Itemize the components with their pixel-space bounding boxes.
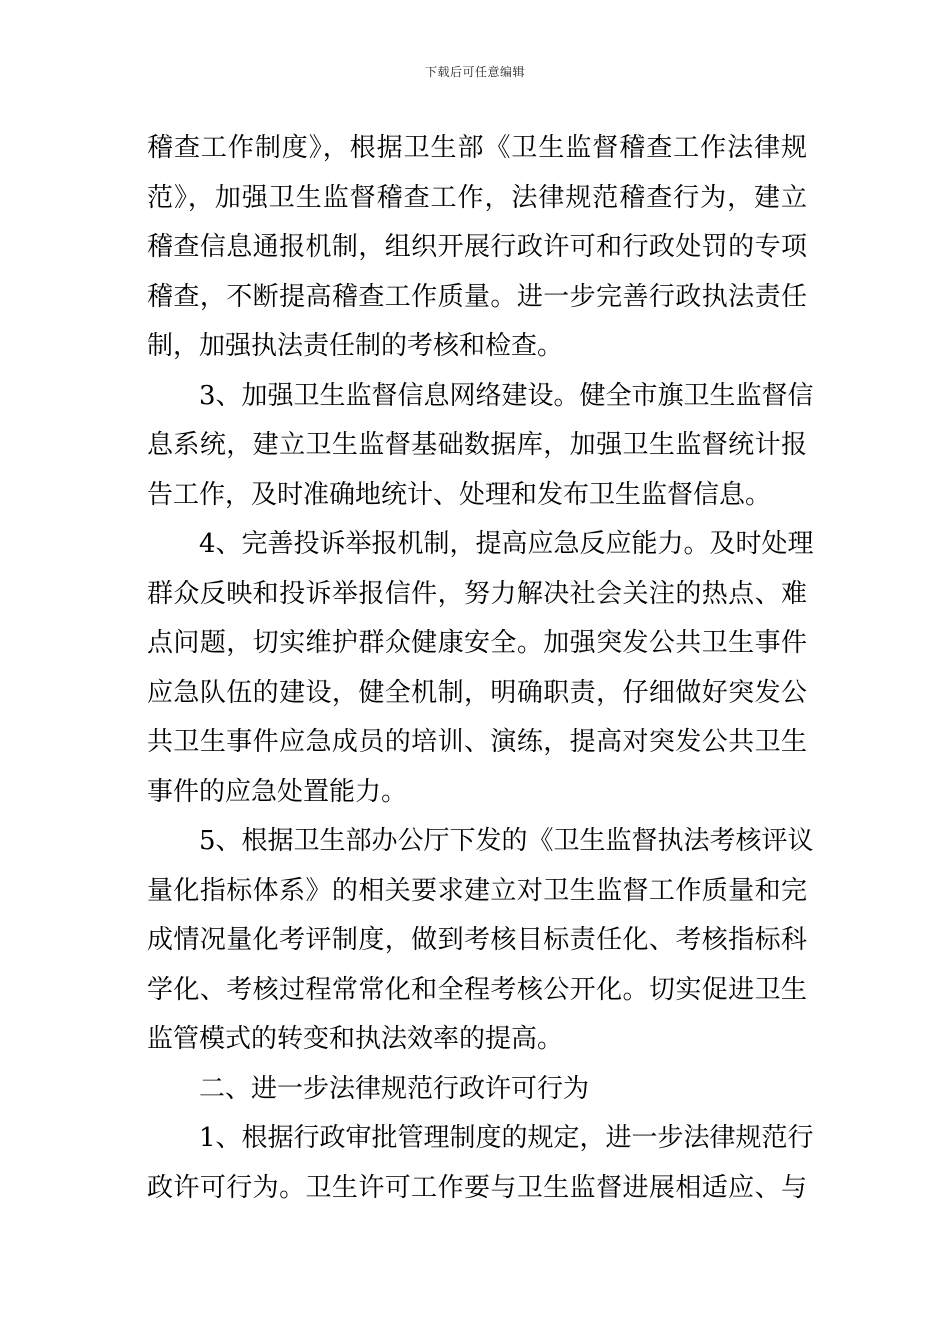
paragraph-start-line: 5、根据卫生部办公厅下发的《卫生监督执法考核评议 — [199, 826, 814, 856]
text-line: 制，加强执法责任制的考核和检查。 — [147, 331, 564, 361]
text-line: 稽查信息通报机制，组织开展行政许可和行政处罚的专项 — [147, 232, 807, 262]
text-line: 息系统，建立卫生监督基础数据库，加强卫生监督统计报 — [147, 430, 807, 460]
text-line: 量化指标体系》的相关要求建立对卫生监督工作质量和完 — [147, 875, 807, 906]
text-line: 范》，加强卫生监督稽查工作，法律规范稽查行为，建立 — [147, 182, 807, 213]
page-header: 下载后可任意编辑 — [424, 65, 525, 79]
text-line: 稽查，不断提高稽查工作质量。进一步完善行政执法责任 — [147, 281, 807, 312]
text-line: 成情况量化考评制度，做到考核目标责任化、考核指标科 — [147, 925, 807, 955]
text-line: 监管模式的转变和执法效率的提高。 — [147, 1024, 564, 1054]
paragraph-start-line: 4、完善投诉举报机制，提高应急反应能力。及时处理 — [199, 529, 814, 559]
text-line: 稽查工作制度》，根据卫生部《卫生监督稽查工作法律规 — [147, 133, 807, 163]
text-line: 告工作，及时准确地统计、处理和发布卫生监督信息。 — [147, 479, 772, 510]
text-line: 学化、考核过程常常化和全程考核公开化。切实促进卫生 — [147, 974, 807, 1005]
section-heading: 二、进一步法律规范行政许可行为 — [199, 1073, 590, 1104]
text-line: 事件的应急处置能力。 — [147, 776, 408, 807]
text-line: 共卫生事件应急成员的培训、演练，提高对突发公共卫生 — [147, 727, 807, 757]
paragraph-start-line: 1、根据行政审批管理制度的规定，进一步法律规范行 — [199, 1123, 814, 1153]
text-line: 应急队伍的建设，健全机制，明确职责，仔细做好突发公 — [147, 677, 807, 708]
text-line: 政许可行为。卫生许可工作要与卫生监督进展相适应、与 — [147, 1172, 807, 1203]
text-line: 群众反映和投诉举报信件，努力解决社会关注的热点、难 — [147, 578, 807, 609]
document-body — [147, 124, 814, 1213]
text-line: 点问题，切实维护群众健康安全。加强突发公共卫生事件 — [147, 628, 807, 658]
paragraph-start-line: 3、加强卫生监督信息网络建设。健全市旗卫生监督信 — [199, 380, 814, 411]
